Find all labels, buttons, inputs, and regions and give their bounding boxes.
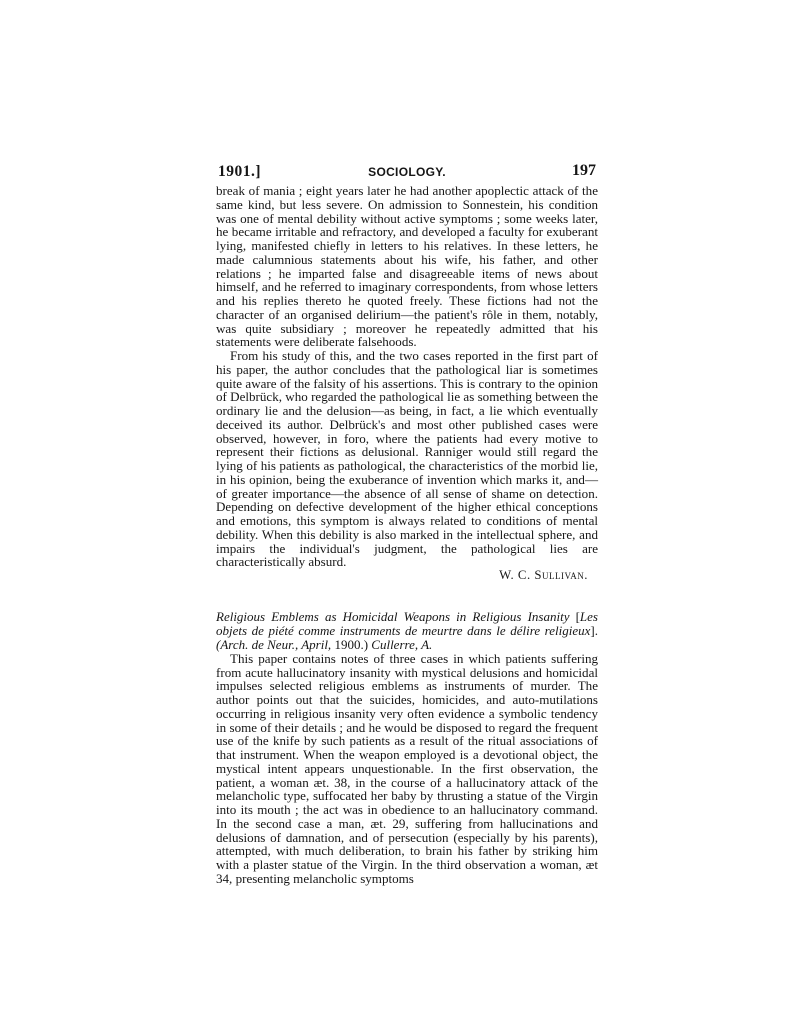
citation-french-title: Les objets de piété comme instruments de meurtre dans le délire religieux [216, 608, 598, 638]
section-gap [216, 583, 598, 609]
citation-title: Religious Emblems as Homicidal Weapons in Religious Insanity [216, 608, 570, 624]
header-title: SOCIOLOGY. [368, 165, 446, 179]
page-number: 197 [572, 162, 596, 179]
citation-bracket-open: [ [569, 608, 580, 624]
paragraph-abstract: This paper contains notes of three cases in which patients suffering from acute hallucinatory insanity with mystical delusions and homicidal impulses selected religious emblems as instruments of murder. The author points out that the suicides, homicides, and auto-mutilations occurring in religious insanity very often evidence a symbolic tendency in some of their details ; and he would be disposed to regard the frequent use of the knife by such patients as a result of the ritual associations of that instrument. When the weapon employed is a devotional object, the mystical intent appears unquestionable. In the first observation, the patient, a woman æt. 38, in the course of a hallucinatory attack of the melancholic type, suffocated her baby by thrusting a statue of the Virgin into its mouth ; the act was in obedience to an hallucinatory command. In the second case a man, æt. 29, suffering from hallucinations and delusions of damnation, and of persecution (especially by his parents), attempted, with much deliberation, to brain his father by striking him with a plaster statue of the Virgin. In the third observation a woman, æt 34, presenting melancholic symptoms [216, 650, 598, 886]
author-signature [216, 569, 588, 583]
header-year: 1901.] [218, 163, 262, 180]
abstract-citation [216, 610, 598, 652]
page-content [216, 162, 598, 886]
body-text [216, 184, 598, 886]
running-header [216, 162, 598, 184]
citation-source: (Arch. de Neur., April, [216, 636, 332, 652]
paragraph-continued: break of mania ; eight years later he had another apoplectic attack of the same kind, but less severe. On admission to Sonnestein, his condition was one of mental debility without active symptoms ; some weeks later, he became irritable and refractory, and developed a faculty for exuberant lying, manifested chiefly in letters to his relatives. In these letters, he made calumnious statements about his wife, his father, and other relations ; he imparted false and disagreeable items of news about himself, and he referred to imaginary correspondents, from whose letters and his replies thereto he quoted freely. These fictions had not the character of an organised delirium—the patient's rôle in them, notably, was quite subsidiary ; moreover he repeatedly admitted that his statements were deliberate falsehoods. [216, 183, 598, 350]
paragraph-conclusion: From his study of this, and the two cases reported in the first part of his paper, the author concludes that the pathological liar is sometimes quite aware of the falsity of his assertions. This is contrary to the opinion of Delbrück, who regarded the pathological lie as something between the ordinary lie and the delusion—as being, in fact, a lie which eventually deceived its author. Delbrück's and most other published cases were observed, however, in foro, where the patients had every motive to represent their fictions as delusional. Ranniger would still regard the lying of his patients as pathological, the characteristics of the morbid lie, in his opinion, being the exuberance of invention which marks it, and—of greater importance—the absence of all sense of shame on detection. Depending on defective development of the higher ethical conceptions and emotions, this symptom is always related to conditions of mental debility. When this debility is also marked in the intellectual sphere, and impairs the individual's judgment, the pathological lies are characteristically absurd. [216, 348, 598, 570]
citation-year: 1900.) [331, 636, 372, 652]
citation-author: Cullerre, A. [371, 636, 433, 652]
signature-text: W. C. Sullivan. [499, 568, 588, 582]
citation-bracket-close: ]. [590, 622, 598, 638]
